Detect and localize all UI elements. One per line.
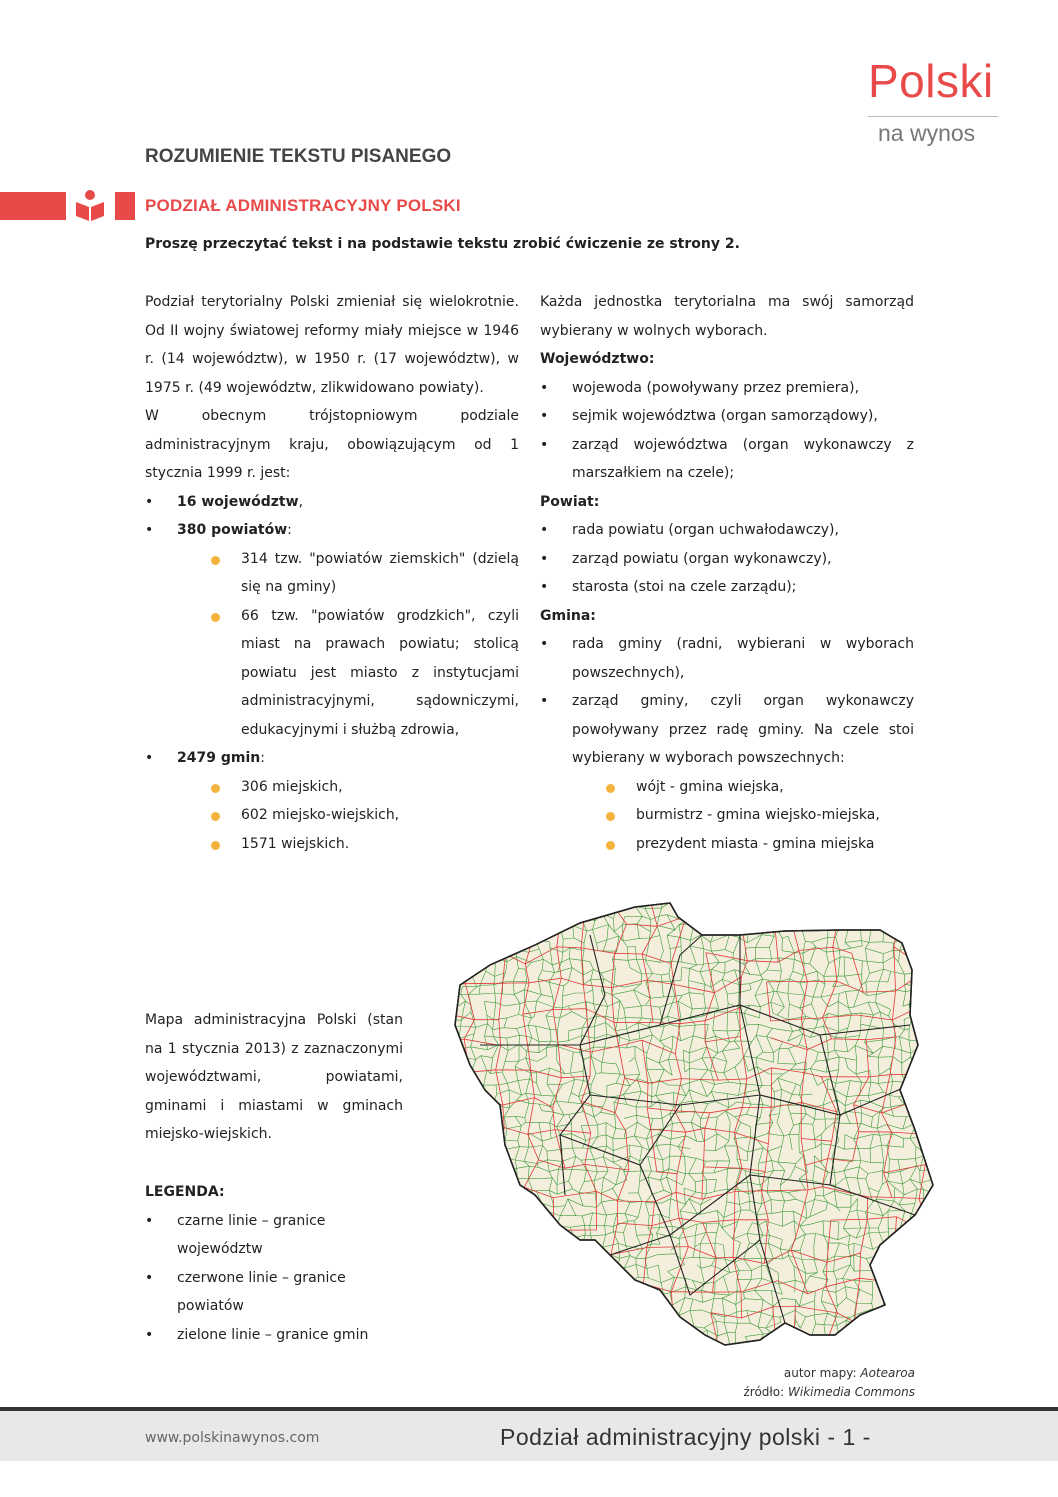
list-item: • sejmik województwa (organ samorządowy),	[540, 402, 914, 431]
right-column	[540, 288, 914, 858]
author-line	[690, 1364, 915, 1383]
list-item-communes	[145, 744, 519, 773]
legend-title: LEGENDA:	[145, 1184, 225, 1200]
left-column	[145, 288, 519, 858]
footer-url-link[interactable]: www.polskinawynos.com	[145, 1430, 320, 1446]
commune-list	[540, 630, 914, 858]
list-item: • rada gminy (radni, wybierani w wyborach powszechnych),	[540, 630, 914, 687]
section-title: PODZIAŁ ADMINISTRACYJNY POLSKI	[145, 196, 461, 215]
page-heading: ROZUMIENIE TEKSTU PISANEGO	[145, 146, 452, 167]
map-credit	[690, 1364, 915, 1402]
logo-divider	[868, 116, 998, 117]
county-heading: Powiat:	[540, 493, 600, 510]
punct: ,	[298, 493, 304, 510]
author-name: Aotearoa	[860, 1366, 915, 1380]
counties-count: 380 powiatów	[177, 522, 288, 538]
section-accent-bar	[0, 192, 66, 220]
list-item: • zarząd gminy, czyli organ wykonawczy powoływany przez radę gminy. Na czele stoi wybierany w wyborach powszechnych:	[540, 687, 914, 773]
sub-item: burmistrz - gmina wiejsko-miejska,	[540, 801, 914, 830]
map-legend	[145, 1178, 395, 1349]
voivodeship-heading: Województwo:	[540, 351, 655, 367]
source-line	[690, 1383, 915, 1402]
list-item: • starosta (stoi na czele zarządu);	[540, 573, 914, 602]
author-label: autor mapy:	[783, 1366, 861, 1380]
list-item: • zarząd powiatu (organ wykonawczy),	[540, 545, 914, 574]
map-caption: Mapa administracyjna Polski (stan na 1 stycznia 2013) z zaznaczonymi województwami, powiatami, gminami i miastami w gminach miejsko-wiejskich.	[145, 1012, 403, 1142]
instruction: Proszę przeczytać tekst i na podstawie tekstu zrobić ćwiczenie ze strony 2.	[145, 236, 740, 252]
sub-item: wójt - gmina wiejska,	[540, 773, 914, 802]
sub-item-rural: 1571 wiejskich.	[145, 830, 519, 859]
footer-page-title: Podział administracyjny polski - 1 -	[500, 1424, 871, 1450]
source-name: Wikimedia Commons	[788, 1385, 915, 1399]
source-label: źródło:	[743, 1385, 789, 1399]
current-division-paragraph: W obecnym trójstopniowym podziale administracyjnym kraju, obowiązującym od 1 stycznia 1999 r. jest:	[145, 408, 519, 481]
list-item: • rada powiatu (organ uchwałodawczy),	[540, 516, 914, 545]
sub-item-urban: 306 miejskich,	[145, 773, 519, 802]
legend-list	[145, 1207, 395, 1350]
county-list	[540, 516, 914, 602]
book-reader-icon	[74, 188, 106, 222]
commune-heading: Gmina:	[540, 607, 596, 624]
section-accent-square	[115, 192, 135, 220]
poland-administrative-map	[440, 895, 940, 1365]
sub-item-land-counties: 314 tzw. "powiatów ziemskich" (dzielą się na gminy)	[145, 545, 519, 602]
legend-item: • zielone linie – granice gmin	[145, 1321, 395, 1350]
division-list	[145, 488, 519, 859]
list-item: • wojewoda (powoływany przez premiera),	[540, 374, 914, 403]
logo-main-text: Polski	[868, 55, 994, 107]
intro-paragraph: Podział terytorialny Polski zmieniał się wielokrotnie. Od II wojny światowej reformy miały miejsce w 1946 r. (14 województw), w 1950 r. (17 województw), w 1975 r. (49 województw, zlikwidowano powiaty).	[145, 294, 519, 396]
legend-item: • czarne linie – granice województw	[145, 1207, 395, 1264]
sub-item-urban-rural: 602 miejsko-wiejskich,	[145, 801, 519, 830]
self-government-paragraph: Każda jednostka terytorialna ma swój samorząd wybierany w wolnych wyborach.	[540, 294, 914, 339]
sub-item-city-counties: 66 tzw. "powiatów grodzkich", czyli miast na prawach powiatu; stolicą powiatu jest miasto z instytucjami administracyjnymi, sądowniczymi, edukacyjnymi i służbą zdrowia,	[145, 602, 519, 745]
list-item: • zarząd województwa (organ wykonawczy z marszałkiem na czele);	[540, 431, 914, 488]
list-item-voivodeships	[145, 488, 519, 517]
sub-item: prezydent miasta - gmina miejska	[540, 830, 914, 859]
punct: :	[260, 750, 265, 766]
legend-item: • czerwone linie – granice powiatów	[145, 1264, 395, 1321]
logo-sub-text: na wynos	[878, 120, 976, 146]
brand-logo	[868, 55, 1008, 146]
voivodeship-list	[540, 374, 914, 488]
communes-count: 2479 gmin	[177, 750, 261, 766]
voivodeships-count: 16 województw	[177, 493, 299, 510]
punct: :	[287, 522, 292, 538]
list-item-counties	[145, 516, 519, 545]
